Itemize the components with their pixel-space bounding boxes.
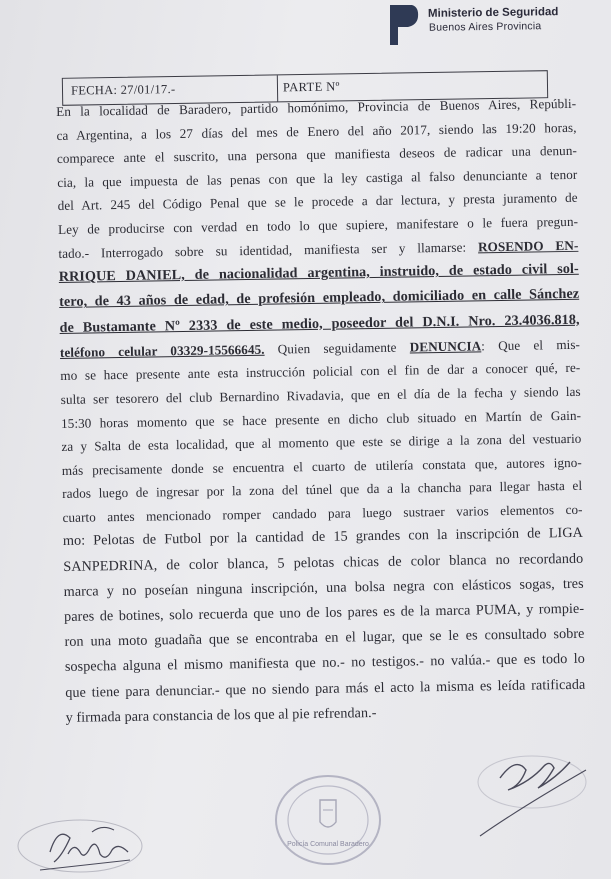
identity-line-8: RRIQUE DANIEL, de nacionalidad argentina, instruido, de estado civil sol- — [58, 260, 579, 286]
body-line-23: ron una moto guadaña que se encontraba en el lugar, que se le es consultado sobre — [64, 625, 585, 651]
police-stamp-icon — [268, 772, 388, 872]
body-line-22: pares de botines, solo recuerda que uno de los pares es de la marca PUMA, y rompie- — [63, 600, 585, 625]
body-line-21: marca y no poseían ninguna inscripción, una bolsa negra con elásticos sogas, tres — [63, 575, 584, 600]
body-line-20: SANPEDRINA, de color blanca, 5 pelotas chicas de color blanca no recordando — [63, 550, 584, 575]
body-line-24: sospecha alguna el mismo manifiesta que no.- no testigos.- no valúa.- que es todo lo — [64, 651, 585, 676]
body-line-19: mo: Pelotas de Futbol por la cantidad de 15 grandes con la inscripción de LIGA — [62, 525, 583, 550]
body-line-2: ca Argentina, a los 27 días del mes de Enero del año 2017, siendo las 19:20 horas, — [56, 119, 577, 143]
identity-line-9: tero, de 43 años de edad, de profesión empleado, domiciliado en calle Sánchez — [59, 286, 580, 311]
denuncia-lead: Quien seguidamente — [277, 339, 397, 357]
body-line-25: que tiene para denunciar.- que no siendo para más el acto la misma es leída ratificada — [65, 676, 586, 701]
body-line-14: 15:30 horas momento que se hace presente en dicho club situado en Martín de Gain- — [60, 407, 582, 431]
body-line-18: cuarto antes mencionado romper candado para luego sustraer varios elementos co- — [62, 501, 583, 525]
body-line-16: más precisamente donde se encuentra el cuarto de utilería constata que, autores igno- — [61, 454, 582, 478]
body-line-26: y firmada para constancia de los que al pie refrendan.- — [65, 704, 377, 726]
ministry-logo-icon — [384, 3, 420, 47]
fecha-field: FECHA: 27/01/17.- — [70, 82, 176, 98]
body-line-5: del Art. 245 del Código Penal que se le procede a dar lectura, y presta juramento de — [57, 190, 578, 214]
letterhead-title: Ministerio de Seguridad — [427, 6, 559, 20]
phone-line: teléfono celular 03329-15566645. — [59, 341, 265, 360]
body-line-3: comparece ante el suscrito, una persona que manifiesta deseos de radicar una denun- — [56, 143, 577, 167]
body-line-6: Ley de producirse con verdad en todo lo que supiere, manifestare o le fuera pregun- — [57, 213, 579, 237]
name-start: ROSENDO EN- — [477, 237, 579, 254]
body-line-17: rados luego de ingresar por la zona del túnel que da a la chancha para llegar hasta el — [62, 478, 583, 502]
denuncia-tail: : Que el mis- — [481, 336, 581, 354]
parte-field: PARTE Nº — [282, 79, 341, 95]
signature-left-icon — [10, 812, 150, 878]
identity-line-10: de Bustamante Nº 2333 de este medio, poseedor del D.N.I. Nro. 23.4036.818, — [59, 311, 580, 336]
body-line-7-text: tado.- Interrogado sobre su identidad, manifiesta ser y llamarse: — [58, 239, 467, 261]
declaration-body — [56, 92, 586, 731]
letterhead-subtitle: Buenos Aires Provincia — [428, 20, 542, 34]
stamp-text: Policía Comunal Baradero — [287, 841, 369, 848]
body-line-12: mo se hace presente ante esta instrucción policial con el fin de dar a conocer qué, re- — [60, 360, 581, 384]
body-line-15: za y Salta de esta localidad, que al momento que este se dirige a la zona del vestuario — [61, 430, 582, 455]
denuncia-word: DENUNCIA — [409, 338, 482, 355]
body-line-13: sulta ser tesorero del club Bernardino Rivadavia, que en el día de la fecha y siendo las — [60, 383, 581, 407]
signature-right-icon — [460, 748, 600, 838]
body-line-4: cia, la que impuesta de las penas con que la ley castiga al falso denunciante a tenor — [57, 166, 578, 190]
body-line-1: En la localidad de Baradero, partido homónimo, Provincia de Buenos Aires, Repúbli- — [56, 95, 577, 119]
